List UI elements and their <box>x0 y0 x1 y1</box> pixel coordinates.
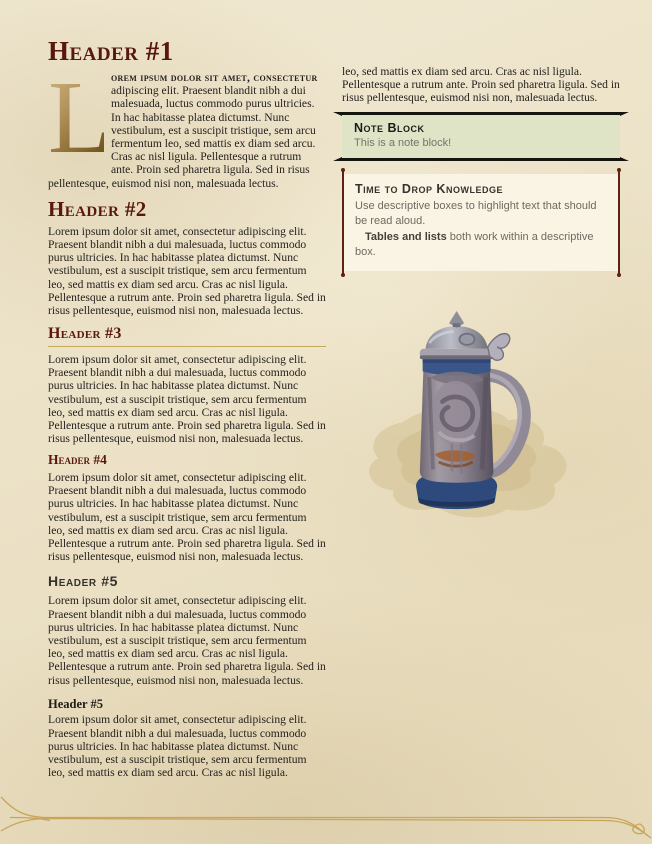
note-corner-wing-icon <box>620 157 629 161</box>
paragraph: Lorem ipsum dolor sit amet, consectetur adipiscing elit. Praesent blandit nibh a dui malesuada, luctus commodo purus ultricies. In hac habitasse platea dictumst. Nunc vestibulum, est a suscipit tristique, sem arcu fermentum leo, sed mattis ex diam sed arcu. Cras ac nisl ligula. Pellentesque a rutrum ante. Proin sed pharetra ligula. Sed in risus pellentesque, euismod nisi non, malesuada lectus. <box>48 594 326 687</box>
paragraph-text: adipiscing elit. Praesent blandit nibh a dui malesuada, luctus commodo purus ultricies. In hac habitasse platea dictumst. Nunc vestibulum, est a suscipit tristique, sem arcu fermentum leo, sed mattis ex diam sed arcu. Cras ac nisl ligula. Pellentesque a rutrum ante. Proin sed pharetra ligula. Sed in risus pellentesque, euismod nisi non, malesuada lectus. <box>48 84 316 190</box>
note-corner-wing-icon <box>620 112 629 116</box>
paragraph: Lorem ipsum dolor sit amet, consectetur adipiscing elit. Praesent blandit nibh a dui malesuada, luctus commodo purus ultricies. In hac habitasse platea dictumst. Nunc vestibulum, est a suscipit tristique, sem arcu fermentum leo, sed mattis ex diam sed arcu. Cras ac nisl ligula. Pellentesque a rutrum ante. Proin sed pharetra ligula. Sed in risus pellentesque, euismod nisi non, malesuada lectus. <box>48 224 326 318</box>
header-6-bold: Header #5 <box>48 696 103 711</box>
footer-flourish <box>0 796 652 840</box>
header-2: Header #2 <box>48 196 147 221</box>
descriptive-box-line2 <box>355 230 607 261</box>
corner-pin-icon <box>341 168 345 172</box>
overflow-paragraph: leo, sed mattis ex diam sed arcu. Cras ac nisl ligula. Pellentesque a rutrum ante. Proin sed pharetra ligula. Sed in risus pellentesque, euismod nisi non, malesuada lectus. <box>342 65 620 105</box>
note-block <box>342 112 620 161</box>
lead-smallcaps-text: orem ipsum dolor sit amet, consectetur <box>111 71 318 84</box>
dropcap-paragraph <box>48 60 326 190</box>
descriptive-box-line1: Use descriptive boxes to highlight text that should be read aloud. <box>355 199 597 228</box>
note-block-title: Note Block <box>354 120 425 135</box>
header-5: Header #5 <box>48 573 118 590</box>
paragraph: Lorem ipsum dolor sit amet, consectetur adipiscing elit. Praesent blandit nibh a dui malesuada, luctus commodo purus ultricies. In hac habitasse platea dictumst. Nunc vestibulum, est a suscipit tristique, sem arcu fermentum leo, sed mattis ex diam sed arcu. Cras ac nisl ligula. Pellentesque a rutrum ante. Proin sed pharetra ligula. Sed in risus pellentesque, euismod nisi non, malesuada lectus. <box>48 353 326 446</box>
header-4: Header #4 <box>48 452 107 468</box>
drop-cap-letter: L <box>48 60 112 175</box>
illustration-container <box>348 311 620 533</box>
corner-pin-icon <box>617 168 621 172</box>
left-column <box>48 38 326 800</box>
header-3: Header #3 <box>48 326 326 347</box>
note-block-body: This is a note block! <box>354 136 452 149</box>
descriptive-bold-text: Tables and lists <box>365 230 447 243</box>
descriptive-box-title: Time to Drop Knowledge <box>355 181 503 196</box>
paragraph: Lorem ipsum dolor sit amet, consectetur adipiscing elit. Praesent blandit nibh a dui malesuada, luctus commodo purus ultricies. In hac habitasse platea dictumst. Nunc vestibulum, est a suscipit tristique, sem arcu fermentum leo, sed mattis ex diam sed arcu. Cras ac nisl ligula. Pellentesque a rutrum ante. Proin sed pharetra ligula. Sed in risus pellentesque, euismod nisi non, malesuada lectus. <box>48 470 326 564</box>
descriptive-rest-text: both work within a descriptive box. <box>355 230 594 259</box>
corner-pin-icon <box>617 273 621 277</box>
truncated-paragraph: Lorem ipsum dolor sit amet, consectetur adipiscing elit. Praesent blandit nibh a dui malesuada, luctus commodo purus ultricies. In hac habitasse platea dictumst. Nunc vestibulum, est a suscipit tristique, sem arcu fermentum leo, sed mattis ex diam sed arcu. Cras ac nisl ligula. <box>48 713 307 780</box>
note-corner-wing-icon <box>333 112 342 116</box>
header-1: Header #1 <box>48 36 174 66</box>
beer-stein-illustration <box>348 311 586 528</box>
corner-pin-icon <box>341 273 345 277</box>
descriptive-box <box>342 174 620 271</box>
right-column <box>342 38 620 800</box>
note-corner-wing-icon <box>333 157 342 161</box>
